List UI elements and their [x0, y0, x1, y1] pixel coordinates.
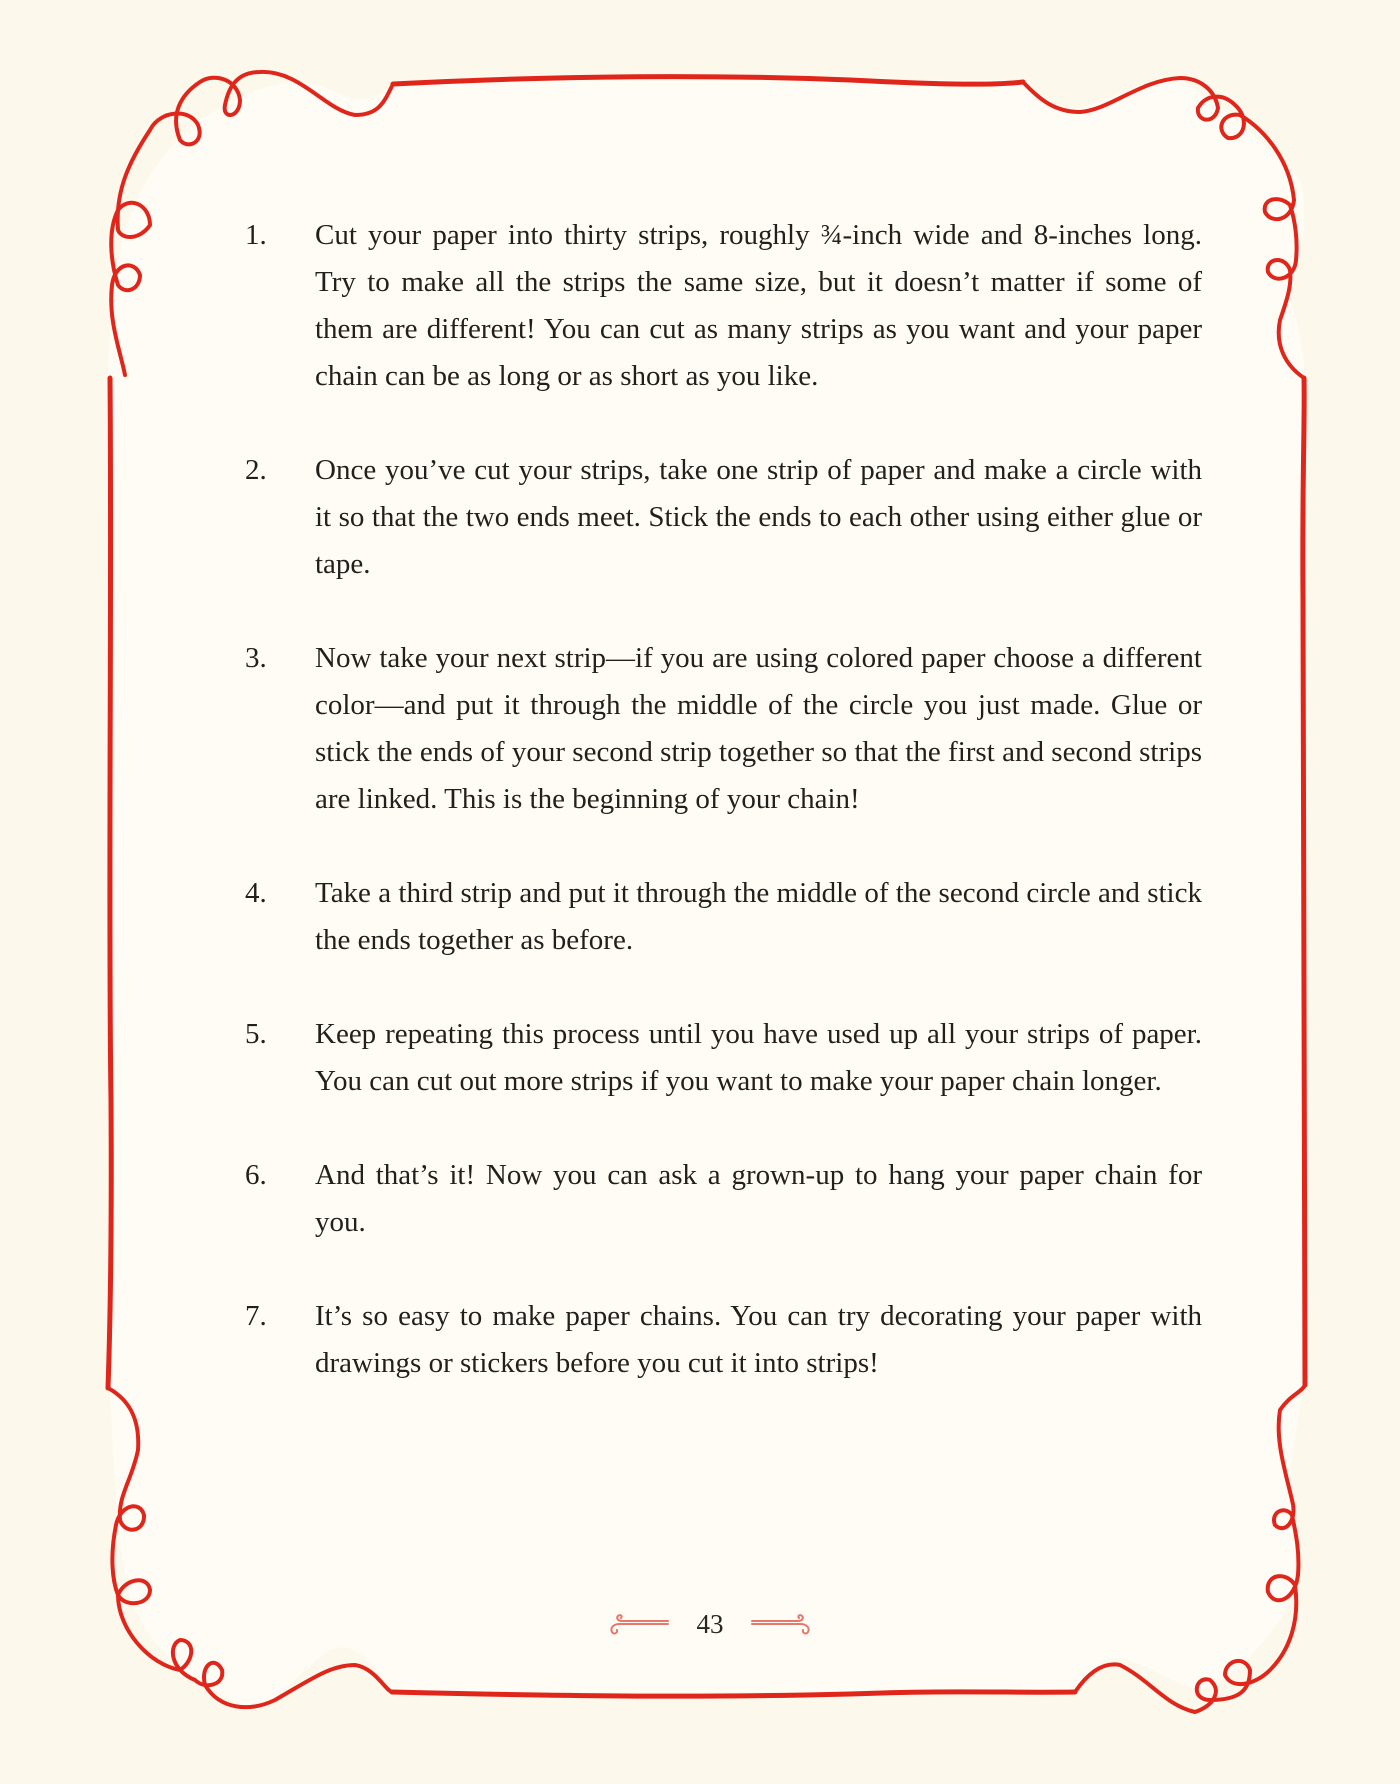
step-number: 7.: [245, 1300, 267, 1332]
step-text: Cut your paper into thirty strips, roughly ¾-inch wide and 8-inches long. Try to make all the strips the same size, but it doesn’t matter if some of them are different! You can cut as many strips as you want and your paper chain can be as long or as short as you like.: [315, 219, 1202, 392]
step-text: It’s so easy to make paper chains. You can try decorating your paper with drawings or stickers before you cut it into strips!: [315, 1300, 1202, 1379]
step-number: 3.: [245, 642, 267, 674]
border-bottom: [392, 1692, 1075, 1696]
step-item-5: [240, 1011, 1202, 1105]
step-item-1: [240, 212, 1202, 400]
border-left-straight: [108, 378, 111, 1388]
step-text: Take a third strip and put it through the middle of the second circle and stick the ends together as before.: [315, 877, 1202, 956]
page-footer: [600, 1605, 820, 1645]
flourish-right-icon: [750, 1611, 812, 1637]
step-item-3: [240, 635, 1202, 823]
border-right-straight: [1303, 378, 1305, 1385]
step-text: Keep repeating this process until you have used up all your strips of paper. You can cut out more strips if you want to make your paper chain longer.: [315, 1018, 1202, 1097]
step-item-7: [240, 1293, 1202, 1387]
step-item-6: [240, 1152, 1202, 1246]
step-number: 4.: [245, 877, 267, 909]
step-text: Once you’ve cut your strips, take one strip of paper and make a circle with it so that the two ends meet. Stick the ends to each other using either glue or tape.: [315, 454, 1202, 580]
instruction-list: [240, 212, 1202, 1387]
step-item-4: [240, 870, 1202, 964]
step-number: 6.: [245, 1159, 267, 1191]
step-text: Now take your next strip—if you are using colored paper choose a different color—and put it through the middle of the circle you just made. Glue or stick the ends of your second strip together so that the first and second strips are linked. This is the beginning of your chain!: [315, 642, 1202, 815]
step-number: 2.: [245, 454, 267, 486]
step-number: 1.: [245, 219, 267, 251]
step-item-2: [240, 447, 1202, 588]
page-number: 43: [696, 1609, 724, 1639]
step-number: 5.: [245, 1018, 267, 1050]
step-text: And that’s it! Now you can ask a grown-up to hang your paper chain for you.: [315, 1159, 1202, 1238]
